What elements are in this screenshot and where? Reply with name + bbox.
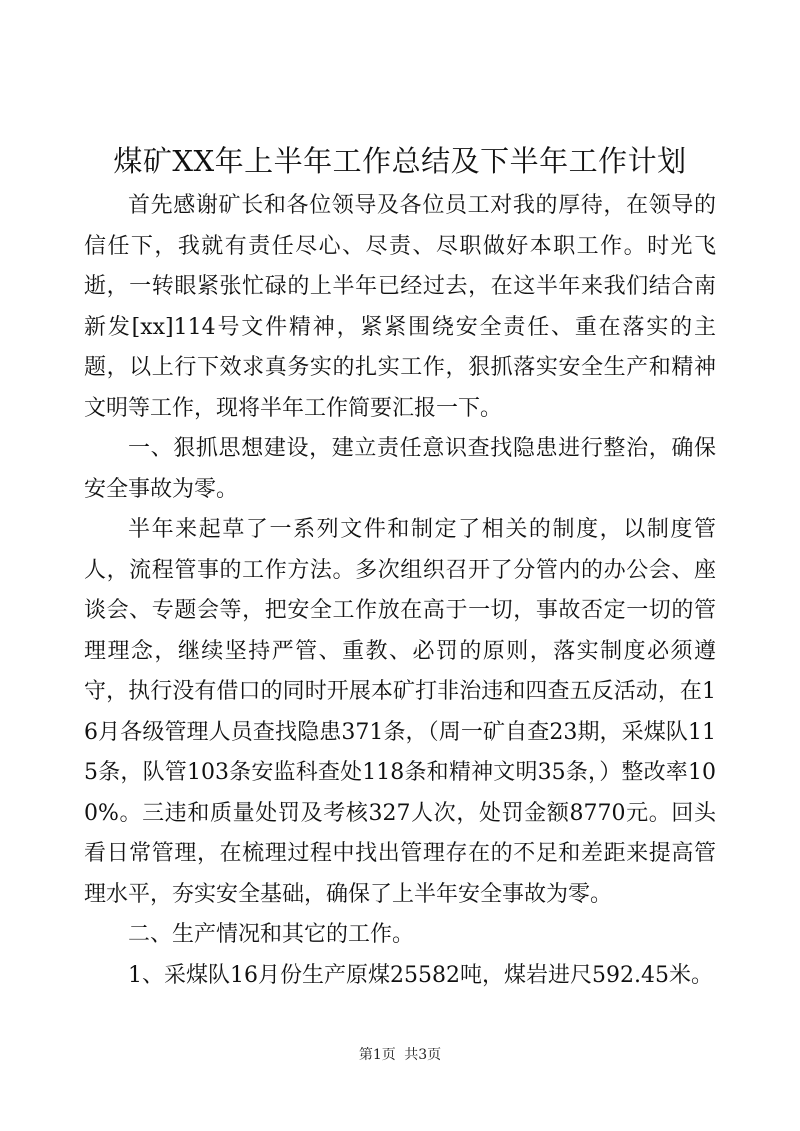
paragraph-section-1-heading: 一、狠抓思想建设，建立责任意识查找隐患进行整治，确保安全事故为零。 xyxy=(84,436,716,502)
paragraph-section-1-body: 半年来起草了一系列文件和制定了相关的制度，以制度管人，流程管事的工作方法。多次组织召开了分管内的办公会、座谈会、专题会等，把安全工作放在高于一切，事故否定一切的管理理念，继续坚持严管、重教、必罚的原则，落实制度必须遵守，执行没有借口的同时开展本矿打非治违和四查五反活动，在16月各级管理人员查找隐患371条，（周一矿自查23期，采煤队115条，队管103条安监科查处118条和精神文明35条，）整改率100%。三违和质量处罚及考核327人次，处罚金额8770元。回头看日常管理，在梳理过程中找出管理存在的不足和差距来提高管理水平，夯实安全基础，确保了上半年安全事故为零。 xyxy=(84,517,716,907)
document-title: 煤矿XX年上半年工作总结及下半年工作计划 xyxy=(113,144,687,178)
page-number: 第1页 xyxy=(358,1047,396,1063)
document-body xyxy=(84,186,716,996)
paragraph-intro: 首先感谢矿长和各位领导及各位员工对我的厚待，在领导的信任下，我就有责任尽心、尽责、尽职做好本职工作。时光飞逝，一转眼紧张忙碌的上半年已经过去，在这半年来我们结合南新发[xx]114号文件精神，紧紧围绕安全责任、重在落实的主题，以上行下效求真务实的扎实工作，狠抓落实安全生产和精神文明等工作，现将半年工作简要汇报一下。 xyxy=(84,193,716,421)
paragraph-section-2-item-1: 1、采煤队16月份生产原煤25582吨，煤岩进尺592.45米。 xyxy=(128,962,713,988)
paragraph-section-2-heading: 二、生产情况和其它的工作。 xyxy=(128,922,415,947)
page-total: 共3页 xyxy=(404,1047,442,1063)
page-footer xyxy=(0,1045,800,1065)
